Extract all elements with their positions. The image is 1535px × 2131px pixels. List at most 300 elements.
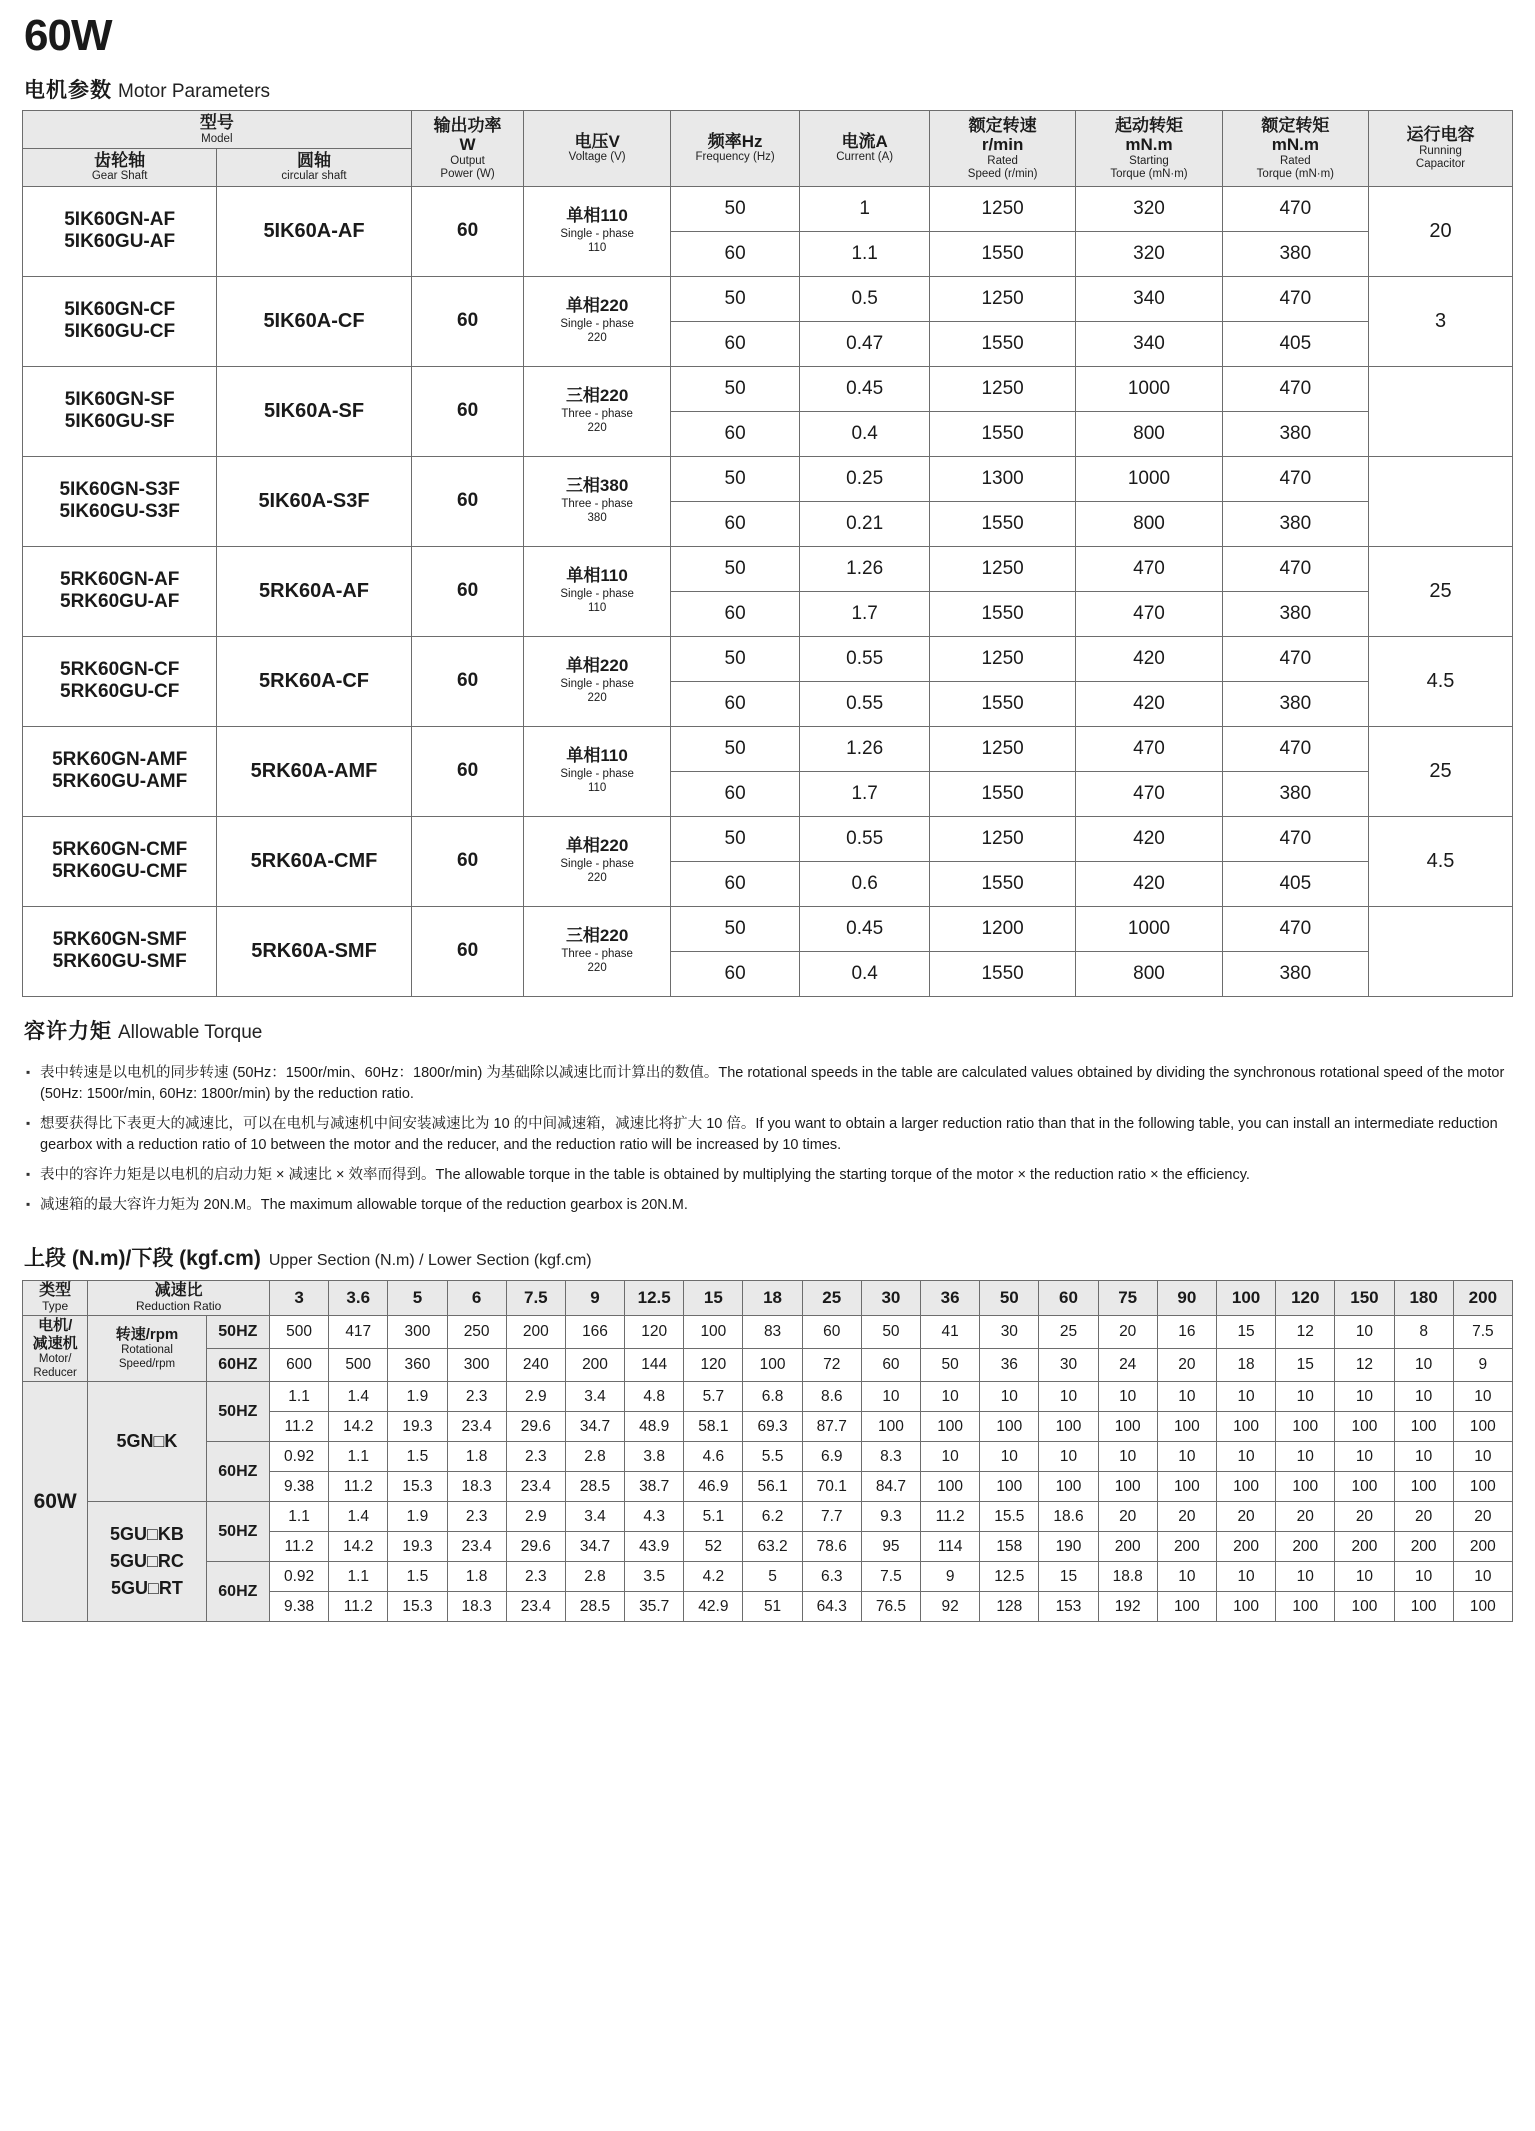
cell-rated-speed: 1250 bbox=[929, 366, 1075, 411]
header-power-en2: Power (W) bbox=[440, 167, 495, 180]
speed-value: 120 bbox=[625, 1315, 684, 1348]
note-text: 想要获得比下表更大的减速比，可以在电机与减速机中间安装减速比为 10 的中间减速箱，减速比将扩大 10 倍。If you want to obtain a larger reduction ratio than that in the following table, you can install an intermediate reduction gearbox with a reduction ratio of 10 between the motor and the reducer, and the reduction ratio will be increased by 10 times. bbox=[40, 1115, 1498, 1153]
torque-kgf-value: 42.9 bbox=[684, 1592, 743, 1622]
cell-rated-speed: 1550 bbox=[929, 951, 1075, 996]
gearbox-name-line1: 5GU□KB bbox=[110, 1524, 184, 1545]
cell-rated-speed: 1250 bbox=[929, 546, 1075, 591]
torque-kgf-value: 100 bbox=[1335, 1592, 1394, 1622]
cell-starting-torque: 420 bbox=[1076, 636, 1222, 681]
cell-rated-speed: 1550 bbox=[929, 231, 1075, 276]
header-voltage-cn: 电压V bbox=[574, 131, 620, 151]
cell-frequency: 50 bbox=[670, 276, 800, 321]
torque-kgf-value: 100 bbox=[1098, 1472, 1157, 1502]
gear-shaft-line2: 5RK60GU-CMF bbox=[52, 861, 188, 883]
torque-nm-value: 8.3 bbox=[861, 1442, 920, 1472]
gear-shaft-line1: 5RK60GN-AF bbox=[60, 568, 180, 590]
cell-output-power: 60 bbox=[411, 366, 524, 456]
ratio-col-header: 30 bbox=[861, 1280, 920, 1315]
torque-nm-value: 4.8 bbox=[625, 1382, 684, 1412]
speed-value: 15 bbox=[1276, 1349, 1335, 1382]
voltage-cn: 三相380 bbox=[565, 476, 629, 496]
cell-voltage bbox=[524, 186, 670, 276]
cell-starting-torque: 470 bbox=[1076, 726, 1222, 771]
gear-shaft-line1: 5IK60GN-SF bbox=[64, 388, 175, 410]
cell-gear-shaft bbox=[23, 276, 217, 366]
header-reduction-ratio bbox=[88, 1280, 270, 1315]
cell-running-capacitor: 4.5 bbox=[1369, 636, 1513, 726]
cell-starting-torque: 800 bbox=[1076, 501, 1222, 546]
torque-nm-value: 5 bbox=[743, 1562, 802, 1592]
cell-frequency: 60 bbox=[670, 771, 800, 816]
torque-kgf-value: 200 bbox=[1335, 1532, 1394, 1562]
header-voltage bbox=[524, 111, 670, 187]
motor-parameters-heading-en: Motor Parameters bbox=[118, 81, 271, 102]
header-model bbox=[23, 111, 412, 149]
motor-speed-row-60hz bbox=[23, 1349, 1513, 1382]
voltage-en2: 380 bbox=[587, 512, 607, 525]
torque-nm-value: 3.8 bbox=[625, 1442, 684, 1472]
torque-kgf-value: 114 bbox=[921, 1532, 980, 1562]
cell-frequency: 60 bbox=[670, 321, 800, 366]
torque-nm-value: 3.4 bbox=[565, 1502, 624, 1532]
cell-current: 0.4 bbox=[800, 411, 930, 456]
voltage-en1: Single - phase bbox=[560, 227, 634, 240]
torque-row bbox=[23, 1502, 1513, 1532]
motor-reducer-en2: Reducer bbox=[33, 1366, 77, 1379]
torque-kgf-value: 192 bbox=[1098, 1592, 1157, 1622]
cell-running-capacitor: 25 bbox=[1369, 726, 1513, 816]
torque-nm-value: 0.92 bbox=[269, 1442, 328, 1472]
speed-value: 500 bbox=[269, 1315, 328, 1348]
torque-kgf-value: 76.5 bbox=[861, 1592, 920, 1622]
voltage-cn: 单相110 bbox=[566, 746, 628, 766]
header-output-power bbox=[411, 111, 524, 187]
header-power-en1: Output bbox=[450, 154, 485, 167]
torque-nm-value: 0.92 bbox=[269, 1562, 328, 1592]
torque-nm-value: 6.8 bbox=[743, 1382, 802, 1412]
ratio-heading-cn: 上段 (N.m)/下段 (kgf.cm) bbox=[24, 1246, 261, 1270]
cell-frequency: 60 bbox=[670, 861, 800, 906]
rotational-speed-en2: Speed/rpm bbox=[118, 1357, 176, 1370]
header-capacitor-en1: Running bbox=[1419, 144, 1462, 157]
cell-frequency: 50 bbox=[670, 186, 800, 231]
voltage-en2: 110 bbox=[587, 602, 607, 615]
cell-rated-torque: 470 bbox=[1222, 906, 1368, 951]
cell-rated-torque: 380 bbox=[1222, 951, 1368, 996]
voltage-en1: Single - phase bbox=[560, 317, 634, 330]
header-frequency-en: Frequency (Hz) bbox=[695, 151, 775, 164]
torque-nm-value: 20 bbox=[1098, 1502, 1157, 1532]
torque-nm-value: 10 bbox=[1276, 1442, 1335, 1472]
header-capacitor-cn: 运行电容 bbox=[1406, 125, 1475, 145]
torque-nm-value: 1.1 bbox=[269, 1382, 328, 1412]
cell-rated-torque: 470 bbox=[1222, 726, 1368, 771]
cell-circular-shaft: 5RK60A-AF bbox=[217, 546, 411, 636]
torque-nm-value: 20 bbox=[1216, 1502, 1275, 1532]
ratio-col-header: 120 bbox=[1276, 1280, 1335, 1315]
torque-row bbox=[23, 1562, 1513, 1592]
rotational-speed-en1: Rotational bbox=[121, 1343, 173, 1356]
speed-value: 20 bbox=[1098, 1315, 1157, 1348]
table-row bbox=[23, 816, 1513, 861]
header-speed-en2: Speed (r/min) bbox=[967, 167, 1038, 180]
header-rated-torque-en1: Rated bbox=[1279, 154, 1311, 167]
torque-kgf-value: 70.1 bbox=[802, 1472, 861, 1502]
torque-nm-value: 10 bbox=[1039, 1382, 1098, 1412]
cell-circular-shaft: 5IK60A-AF bbox=[217, 186, 411, 276]
cell-starting-torque: 1000 bbox=[1076, 366, 1222, 411]
allowable-torque-heading-cn: 容许力矩 bbox=[24, 1019, 112, 1043]
cell-rated-torque: 470 bbox=[1222, 186, 1368, 231]
torque-nm-value: 20 bbox=[1276, 1502, 1335, 1532]
torque-nm-value: 20 bbox=[1453, 1502, 1512, 1532]
torque-kgf-value: 29.6 bbox=[506, 1532, 565, 1562]
header-start-torque-cn: 起动转矩 bbox=[1114, 115, 1183, 135]
gear-shaft-line1: 5RK60GN-CF bbox=[60, 658, 180, 680]
gearbox-name-line2: 5GU□RC bbox=[110, 1551, 184, 1572]
header-frequency bbox=[670, 111, 800, 187]
cell-starting-torque: 420 bbox=[1076, 681, 1222, 726]
note-item bbox=[26, 1165, 1513, 1186]
torque-kgf-value: 9.38 bbox=[269, 1472, 328, 1502]
cell-rated-speed: 1250 bbox=[929, 186, 1075, 231]
table-row bbox=[23, 636, 1513, 681]
cell-circular-shaft: 5IK60A-S3F bbox=[217, 456, 411, 546]
torque-kgf-value: 23.4 bbox=[506, 1592, 565, 1622]
cell-frequency: 50 bbox=[670, 816, 800, 861]
cell-motor-reducer-label bbox=[23, 1315, 88, 1382]
torque-nm-value: 11.2 bbox=[921, 1502, 980, 1532]
cell-starting-torque: 1000 bbox=[1076, 906, 1222, 951]
torque-kgf-value: 200 bbox=[1276, 1532, 1335, 1562]
gear-shaft-line2: 5IK60GU-AF bbox=[64, 231, 176, 253]
torque-nm-value: 1.4 bbox=[329, 1382, 388, 1412]
header-frequency-cn: 频率Hz bbox=[707, 131, 763, 151]
speed-value: 200 bbox=[565, 1349, 624, 1382]
torque-kgf-value: 64.3 bbox=[802, 1592, 861, 1622]
bullet-icon: ▪ bbox=[26, 1166, 31, 1181]
torque-kgf-value: 18.3 bbox=[447, 1592, 506, 1622]
torque-kgf-value: 100 bbox=[1335, 1412, 1394, 1442]
reduction-ratio-table bbox=[22, 1280, 1513, 1623]
torque-kgf-value: 11.2 bbox=[329, 1472, 388, 1502]
bullet-icon: ▪ bbox=[26, 1115, 31, 1130]
table-row bbox=[23, 546, 1513, 591]
torque-nm-value: 10 bbox=[921, 1382, 980, 1412]
speed-value: 250 bbox=[447, 1315, 506, 1348]
voltage-cn: 单相110 bbox=[566, 566, 628, 586]
torque-kgf-value: 23.4 bbox=[447, 1412, 506, 1442]
cell-voltage bbox=[524, 276, 670, 366]
motor-speed-row-50hz bbox=[23, 1315, 1513, 1348]
cell-output-power: 60 bbox=[411, 456, 524, 546]
cell-frequency: 50 bbox=[670, 636, 800, 681]
torque-nm-value: 2.3 bbox=[506, 1442, 565, 1472]
cell-current: 1.7 bbox=[800, 591, 930, 636]
speed-value: 24 bbox=[1098, 1349, 1157, 1382]
cell-voltage bbox=[524, 726, 670, 816]
speed-value: 10 bbox=[1394, 1349, 1453, 1382]
cell-gearbox-name-5gu bbox=[88, 1502, 206, 1622]
cell-rated-speed: 1250 bbox=[929, 636, 1075, 681]
gear-shaft-line2: 5RK60GU-SMF bbox=[52, 951, 187, 973]
motor-parameters-heading-cn: 电机参数 bbox=[24, 79, 112, 102]
cell-gear-shaft bbox=[23, 546, 217, 636]
header-start-torque-en1: Starting bbox=[1129, 154, 1169, 167]
cell-output-power: 60 bbox=[411, 636, 524, 726]
header-gear-shaft-en: Gear Shaft bbox=[91, 170, 148, 183]
torque-nm-value: 3.4 bbox=[565, 1382, 624, 1412]
ratio-col-header: 9 bbox=[565, 1280, 624, 1315]
speed-value: 10 bbox=[1335, 1315, 1394, 1348]
cell-running-capacitor bbox=[1369, 366, 1513, 456]
torque-kgf-value: 14.2 bbox=[329, 1532, 388, 1562]
torque-nm-value: 20 bbox=[1157, 1502, 1216, 1532]
gear-shaft-line2: 5RK60GU-AMF bbox=[52, 771, 188, 793]
torque-kgf-value: 100 bbox=[1216, 1412, 1275, 1442]
voltage-cn: 单相220 bbox=[565, 836, 629, 856]
cell-rated-speed: 1250 bbox=[929, 276, 1075, 321]
header-rated-torque bbox=[1222, 111, 1368, 187]
speed-value: 72 bbox=[802, 1349, 861, 1382]
table-row bbox=[23, 456, 1513, 501]
header-type bbox=[23, 1280, 88, 1315]
cell-output-power: 60 bbox=[411, 816, 524, 906]
cell-current: 0.55 bbox=[800, 636, 930, 681]
cell-rated-speed: 1550 bbox=[929, 591, 1075, 636]
torque-kgf-value: 48.9 bbox=[625, 1412, 684, 1442]
header-rated-speed bbox=[929, 111, 1075, 187]
gearbox-name-line3: 5GU□RT bbox=[111, 1578, 183, 1599]
header-start-torque-en2: Torque (mN·m) bbox=[1110, 167, 1188, 180]
torque-nm-value: 2.8 bbox=[565, 1562, 624, 1592]
cell-frequency: 50 bbox=[670, 456, 800, 501]
speed-value: 120 bbox=[684, 1349, 743, 1382]
motor-parameters-table bbox=[22, 110, 1513, 997]
cell-current: 0.45 bbox=[800, 366, 930, 411]
cell-rated-torque: 380 bbox=[1222, 231, 1368, 276]
torque-kgf-value: 23.4 bbox=[447, 1532, 506, 1562]
ratio-col-header: 150 bbox=[1335, 1280, 1394, 1315]
torque-kgf-value: 11.2 bbox=[269, 1532, 328, 1562]
table-row bbox=[23, 276, 1513, 321]
cell-current: 1 bbox=[800, 186, 930, 231]
torque-nm-value: 10 bbox=[1098, 1382, 1157, 1412]
torque-nm-value: 10 bbox=[1335, 1562, 1394, 1592]
ratio-col-header: 50 bbox=[980, 1280, 1039, 1315]
torque-kgf-value: 63.2 bbox=[743, 1532, 802, 1562]
torque-kgf-value: 58.1 bbox=[684, 1412, 743, 1442]
ratio-col-header: 15 bbox=[684, 1280, 743, 1315]
speed-value: 300 bbox=[388, 1315, 447, 1348]
torque-nm-value: 10 bbox=[980, 1382, 1039, 1412]
gear-shaft-line1: 5RK60GN-AMF bbox=[52, 748, 188, 770]
cell-current: 0.47 bbox=[800, 321, 930, 366]
header-circular-shaft-cn: 圆轴 bbox=[297, 150, 332, 170]
header-speed-unit: r/min bbox=[981, 135, 1024, 155]
cell-rated-torque: 405 bbox=[1222, 861, 1368, 906]
voltage-en1: Single - phase bbox=[560, 857, 634, 870]
header-reduction-cn: 减速比 bbox=[154, 1281, 203, 1299]
table-row bbox=[23, 906, 1513, 951]
cell-circular-shaft: 5RK60A-CMF bbox=[217, 816, 411, 906]
header-reduction-en: Reduction Ratio bbox=[135, 1299, 222, 1314]
cell-circular-shaft: 5RK60A-SMF bbox=[217, 906, 411, 996]
voltage-en2: 220 bbox=[587, 872, 607, 885]
voltage-en2: 220 bbox=[587, 962, 607, 975]
torque-kgf-value: 128 bbox=[980, 1592, 1039, 1622]
note-item bbox=[26, 1063, 1513, 1105]
torque-kgf-value: 69.3 bbox=[743, 1412, 802, 1442]
cell-starting-torque: 470 bbox=[1076, 771, 1222, 816]
torque-kgf-value: 28.5 bbox=[565, 1592, 624, 1622]
header-speed-en1: Rated bbox=[987, 154, 1018, 167]
cell-current: 1.26 bbox=[800, 726, 930, 771]
torque-nm-value: 10 bbox=[980, 1442, 1039, 1472]
cell-voltage bbox=[524, 546, 670, 636]
torque-kgf-value: 100 bbox=[1394, 1592, 1453, 1622]
cell-50hz-label: 50HZ bbox=[206, 1502, 269, 1562]
ratio-col-header: 75 bbox=[1098, 1280, 1157, 1315]
torque-nm-value: 10 bbox=[1157, 1562, 1216, 1592]
header-gear-shaft-cn: 齿轮轴 bbox=[94, 150, 146, 170]
table-header-row-1 bbox=[23, 111, 1513, 149]
torque-nm-value: 10 bbox=[1098, 1442, 1157, 1472]
cell-voltage bbox=[524, 366, 670, 456]
ratio-col-header: 18 bbox=[743, 1280, 802, 1315]
cell-rated-speed: 1550 bbox=[929, 861, 1075, 906]
speed-value: 50 bbox=[921, 1349, 980, 1382]
torque-kgf-value: 52 bbox=[684, 1532, 743, 1562]
torque-kgf-value: 200 bbox=[1157, 1532, 1216, 1562]
torque-kgf-value: 28.5 bbox=[565, 1472, 624, 1502]
cell-starting-torque: 320 bbox=[1076, 186, 1222, 231]
table-row bbox=[23, 726, 1513, 771]
cell-60hz-label: 60HZ bbox=[206, 1562, 269, 1622]
bullet-icon: ▪ bbox=[26, 1064, 31, 1079]
torque-kgf-value: 100 bbox=[1453, 1412, 1512, 1442]
gear-shaft-line1: 5RK60GN-CMF bbox=[52, 838, 188, 860]
cell-current: 0.45 bbox=[800, 906, 930, 951]
torque-kgf-value: 23.4 bbox=[506, 1472, 565, 1502]
cell-rated-speed: 1550 bbox=[929, 771, 1075, 816]
torque-nm-value: 2.8 bbox=[565, 1442, 624, 1472]
torque-nm-value: 8.6 bbox=[802, 1382, 861, 1412]
ratio-col-header: 100 bbox=[1216, 1280, 1275, 1315]
cell-circular-shaft: 5IK60A-SF bbox=[217, 366, 411, 456]
cell-running-capacitor bbox=[1369, 456, 1513, 546]
cell-gear-shaft bbox=[23, 726, 217, 816]
speed-value: 18 bbox=[1216, 1349, 1275, 1382]
cell-starting-torque: 420 bbox=[1076, 861, 1222, 906]
speed-value: 417 bbox=[329, 1315, 388, 1348]
speed-value: 16 bbox=[1157, 1315, 1216, 1348]
torque-kgf-value: 200 bbox=[1216, 1532, 1275, 1562]
header-power-unit: W bbox=[459, 135, 476, 155]
torque-kgf-value: 158 bbox=[980, 1532, 1039, 1562]
torque-kgf-value: 100 bbox=[1157, 1472, 1216, 1502]
voltage-en2: 220 bbox=[587, 692, 607, 705]
speed-value: 300 bbox=[447, 1349, 506, 1382]
torque-kgf-value: 35.7 bbox=[625, 1592, 684, 1622]
speed-value: 60 bbox=[802, 1315, 861, 1348]
cell-rated-speed: 1550 bbox=[929, 681, 1075, 726]
speed-value: 100 bbox=[743, 1349, 802, 1382]
voltage-cn: 单相220 bbox=[565, 656, 629, 676]
torque-nm-value: 10 bbox=[861, 1382, 920, 1412]
header-rated-torque-unit: mN.m bbox=[1271, 135, 1319, 155]
speed-value: 600 bbox=[269, 1349, 328, 1382]
cell-rated-torque: 470 bbox=[1222, 816, 1368, 861]
cell-frequency: 60 bbox=[670, 591, 800, 636]
cell-rated-speed: 1250 bbox=[929, 816, 1075, 861]
header-circular-shaft-en: circular shaft bbox=[281, 170, 347, 183]
page-title: 60W bbox=[24, 11, 112, 60]
header-power-cn: 输出功率 bbox=[433, 115, 502, 135]
speed-value: 500 bbox=[329, 1349, 388, 1382]
cell-starting-torque: 340 bbox=[1076, 276, 1222, 321]
torque-kgf-value: 15.3 bbox=[388, 1472, 447, 1502]
torque-nm-value: 1.4 bbox=[329, 1502, 388, 1532]
torque-nm-value: 1.8 bbox=[447, 1562, 506, 1592]
speed-value: 60 bbox=[861, 1349, 920, 1382]
cell-current: 0.55 bbox=[800, 681, 930, 726]
torque-kgf-value: 100 bbox=[1039, 1412, 1098, 1442]
header-capacitor-en2: Capacitor bbox=[1415, 158, 1466, 171]
cell-running-capacitor: 3 bbox=[1369, 276, 1513, 366]
torque-kgf-value: 100 bbox=[980, 1472, 1039, 1502]
torque-nm-value: 6.3 bbox=[802, 1562, 861, 1592]
torque-nm-value: 1.1 bbox=[329, 1562, 388, 1592]
speed-value: 50 bbox=[861, 1315, 920, 1348]
ratio-col-header: 5 bbox=[388, 1280, 447, 1315]
torque-nm-value: 1.5 bbox=[388, 1562, 447, 1592]
voltage-en2: 110 bbox=[587, 782, 607, 795]
voltage-cn: 单相110 bbox=[566, 206, 628, 226]
torque-kgf-value: 200 bbox=[1394, 1532, 1453, 1562]
voltage-en1: Single - phase bbox=[560, 587, 634, 600]
speed-value: 166 bbox=[565, 1315, 624, 1348]
cell-gear-shaft bbox=[23, 636, 217, 726]
cell-running-capacitor: 20 bbox=[1369, 186, 1513, 276]
torque-nm-value: 9.3 bbox=[861, 1502, 920, 1532]
speed-value: 100 bbox=[684, 1315, 743, 1348]
torque-nm-value: 10 bbox=[1394, 1442, 1453, 1472]
ratio-col-header: 25 bbox=[802, 1280, 861, 1315]
header-model-cn: 型号 bbox=[199, 113, 234, 132]
cell-voltage bbox=[524, 816, 670, 906]
cell-current: 1.1 bbox=[800, 231, 930, 276]
motor-reducer-cn2: 减速机 bbox=[32, 1334, 78, 1352]
header-model-en: Model bbox=[201, 132, 233, 145]
voltage-en2: 220 bbox=[587, 332, 607, 345]
cell-gearbox-name-5gnk: 5GN□K bbox=[88, 1382, 206, 1502]
speed-value: 9 bbox=[1453, 1349, 1512, 1382]
torque-nm-value: 10 bbox=[1039, 1442, 1098, 1472]
speed-value: 36 bbox=[980, 1349, 1039, 1382]
torque-nm-value: 2.9 bbox=[506, 1382, 565, 1412]
torque-nm-value: 1.9 bbox=[388, 1502, 447, 1532]
torque-kgf-value: 38.7 bbox=[625, 1472, 684, 1502]
cell-rated-speed: 1550 bbox=[929, 411, 1075, 456]
cell-circular-shaft: 5RK60A-CF bbox=[217, 636, 411, 726]
cell-rated-torque: 470 bbox=[1222, 276, 1368, 321]
torque-nm-value: 2.3 bbox=[447, 1502, 506, 1532]
torque-nm-value: 7.5 bbox=[861, 1562, 920, 1592]
header-circular-shaft bbox=[217, 148, 411, 186]
torque-kgf-value: 100 bbox=[1453, 1592, 1512, 1622]
cell-rated-torque: 470 bbox=[1222, 546, 1368, 591]
